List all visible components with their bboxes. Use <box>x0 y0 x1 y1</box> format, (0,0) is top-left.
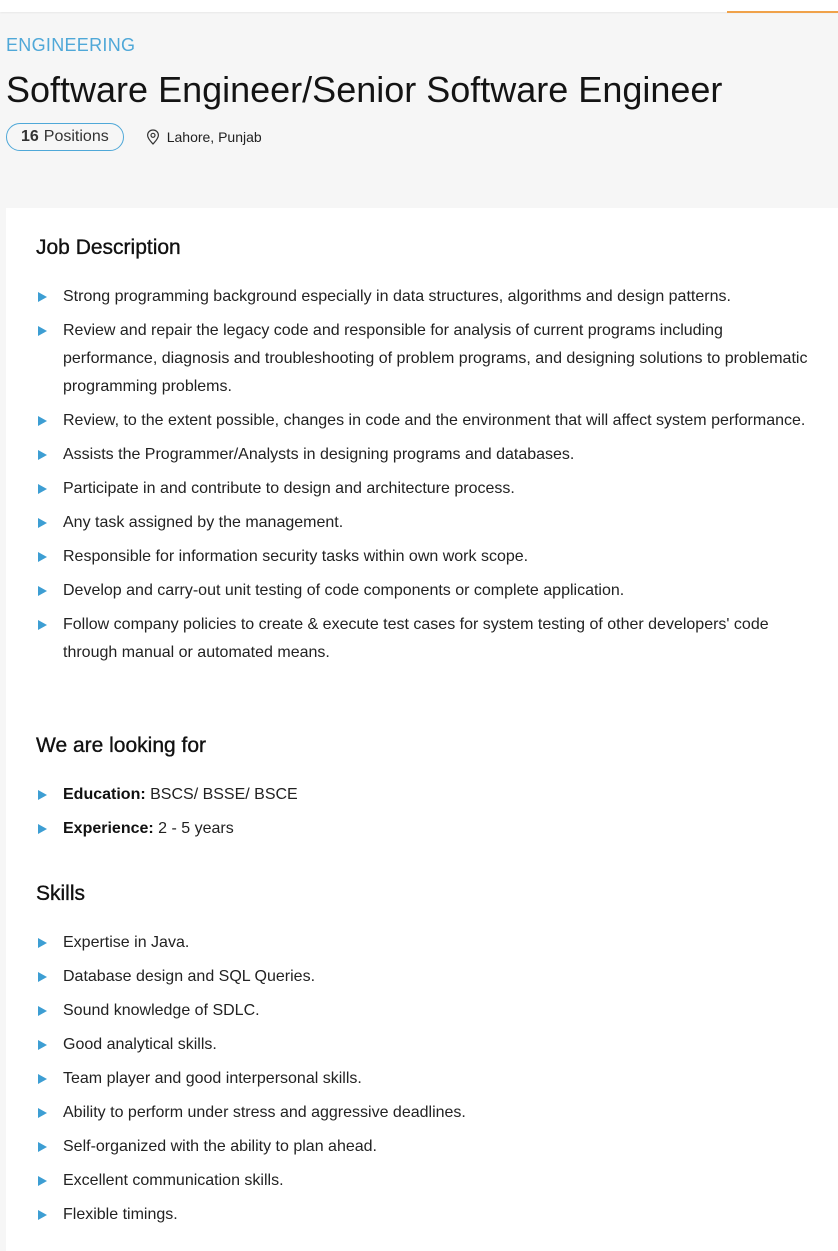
skills-section <box>36 881 816 1235</box>
list-item: Strong programming background especially in data structures, algorithms and design patterns. <box>36 283 816 311</box>
triangle-right-icon <box>38 1210 47 1220</box>
list-item <box>36 815 816 843</box>
requirement-label: Experience: <box>63 820 154 837</box>
list-item: Expertise in Java. <box>36 929 816 957</box>
looking-for-list <box>36 781 816 843</box>
triangle-right-icon <box>38 972 47 982</box>
list-item <box>36 781 816 809</box>
triangle-right-icon <box>38 586 47 596</box>
list-item: Self-organized with the ability to plan ahead. <box>36 1133 816 1161</box>
triangle-right-icon <box>38 1176 47 1186</box>
active-nav-indicator <box>727 11 838 13</box>
triangle-right-icon <box>38 518 47 528</box>
triangle-right-icon <box>38 1006 47 1016</box>
triangle-right-icon <box>38 620 47 630</box>
requirement-value: 2 - 5 years <box>153 820 234 837</box>
list-item: Develop and carry-out unit testing of code components or complete application. <box>36 577 816 605</box>
job-title: Software Engineer/Senior Software Engineer <box>6 69 723 110</box>
triangle-right-icon <box>38 326 47 336</box>
list-item: Database design and SQL Queries. <box>36 963 816 991</box>
job-details-card <box>6 208 838 1251</box>
requirement-value: BSCS/ BSSE/ BSCE <box>145 786 298 803</box>
triangle-right-icon <box>38 1142 47 1152</box>
list-item: Excellent communication skills. <box>36 1167 816 1195</box>
triangle-right-icon <box>38 552 47 562</box>
list-item: Ability to perform under stress and aggressive deadlines. <box>36 1099 816 1127</box>
list-item: Review, to the extent possible, changes in code and the environment that will affect system performance. <box>36 407 816 435</box>
triangle-right-icon <box>38 416 47 426</box>
list-item: Any task assigned by the management. <box>36 509 816 537</box>
list-item: Participate in and contribute to design and architecture process. <box>36 475 816 503</box>
list-item: Assists the Programmer/Analysts in designing programs and databases. <box>36 441 816 469</box>
positions-count: 16 <box>21 128 39 145</box>
job-description-heading: Job Description <box>36 236 181 259</box>
job-description-section <box>36 235 816 673</box>
triangle-right-icon <box>38 450 47 460</box>
location-text: Lahore, Punjab <box>166 129 262 145</box>
triangle-right-icon <box>38 1108 47 1118</box>
triangle-right-icon <box>38 790 47 800</box>
skills-heading: Skills <box>36 882 86 905</box>
skills-list <box>36 929 816 1229</box>
triangle-right-icon <box>38 484 47 494</box>
triangle-right-icon <box>38 824 47 834</box>
list-item: Sound knowledge of SDLC. <box>36 997 816 1025</box>
job-category: ENGINEERING <box>6 35 136 55</box>
triangle-right-icon <box>38 938 47 948</box>
list-item: Flexible timings. <box>36 1201 816 1229</box>
positions-label: Positions <box>43 128 109 145</box>
job-header <box>6 34 826 151</box>
job-meta <box>6 123 826 151</box>
looking-for-section <box>36 733 816 849</box>
job-location <box>146 129 262 145</box>
list-item: Follow company policies to create & execute test cases for system testing of other developers' code through manual or automated means. <box>36 611 816 667</box>
list-item: Review and repair the legacy code and responsible for analysis of current programs including performance, diagnosis and troubleshooting of problem programs, and designing solutions to problematic programming problems. <box>36 317 816 401</box>
map-pin-icon <box>146 129 160 145</box>
list-item: Good analytical skills. <box>36 1031 816 1059</box>
list-item: Team player and good interpersonal skills. <box>36 1065 816 1093</box>
top-navigation-bar <box>0 0 838 12</box>
triangle-right-icon <box>38 1040 47 1050</box>
job-description-list <box>36 283 816 667</box>
triangle-right-icon <box>38 1074 47 1084</box>
requirement-label: Education: <box>63 786 146 803</box>
list-item: Responsible for information security tasks within own work scope. <box>36 543 816 571</box>
positions-badge <box>6 123 124 151</box>
triangle-right-icon <box>38 292 47 302</box>
looking-for-heading: We are looking for <box>36 734 207 757</box>
